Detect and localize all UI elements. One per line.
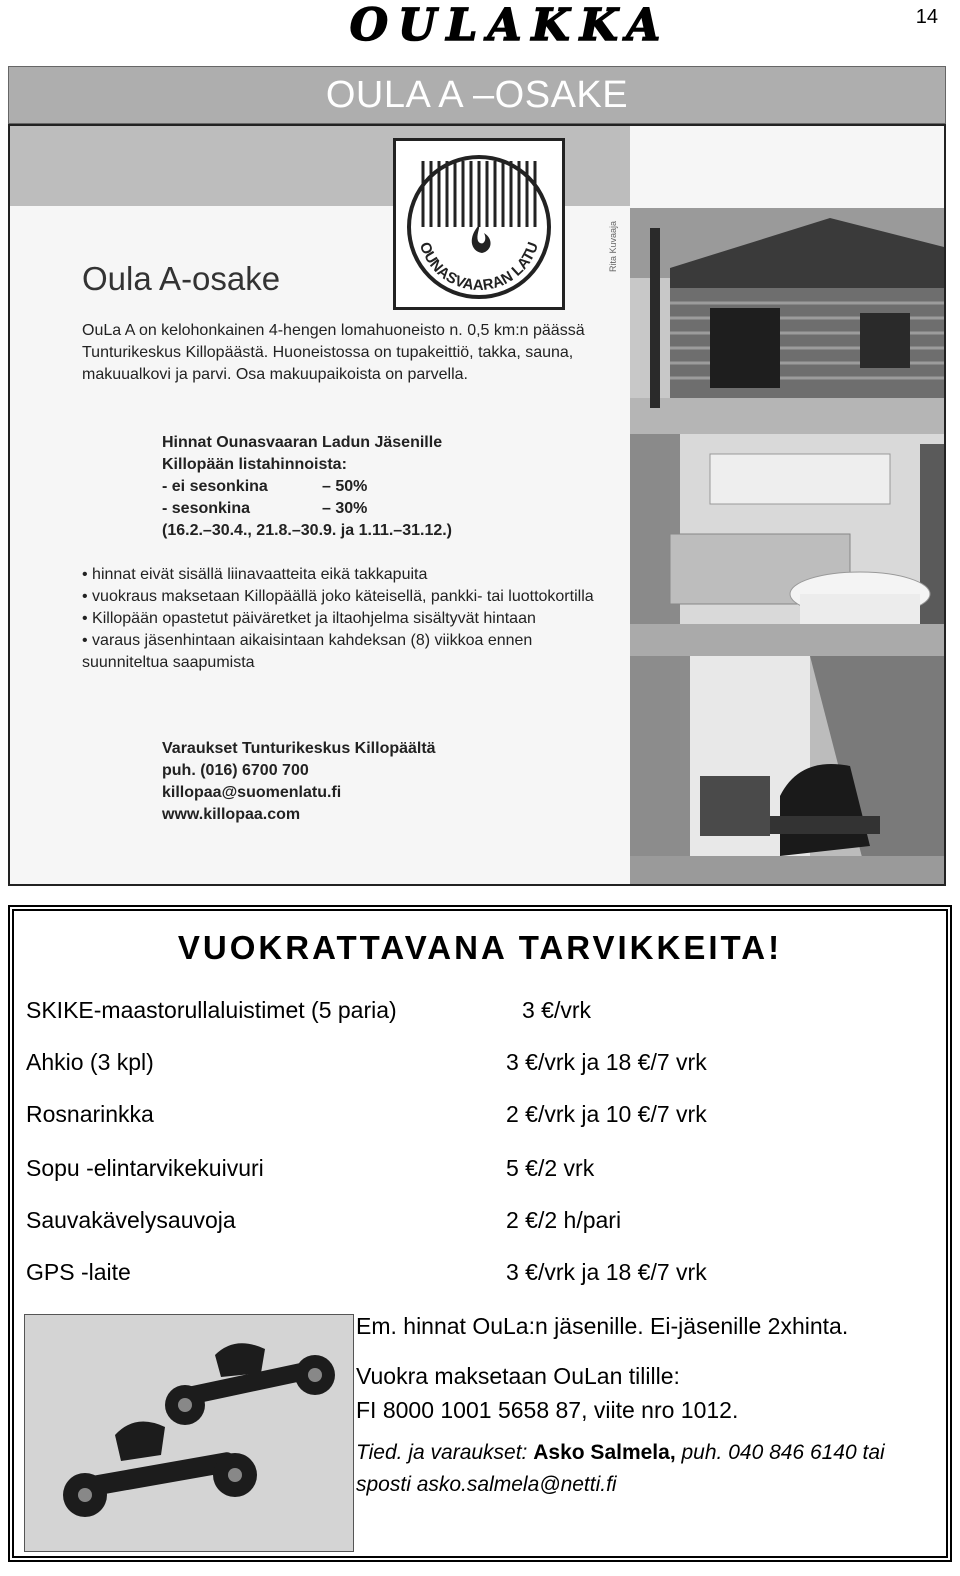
rental-item-price: 3 €/vrk ja 18 €/7 vrk — [506, 1049, 707, 1075]
rental-item-name: Ahkio (3 kpl) — [26, 1049, 154, 1075]
member-prices — [162, 432, 452, 542]
masthead-logo — [350, 0, 670, 50]
price-row-season — [162, 498, 452, 520]
fireplace-photo — [630, 656, 946, 886]
kitchen-photo — [630, 434, 946, 656]
ad-heading: Oula A-osake — [82, 260, 281, 297]
contact-line: Varaukset Tunturikeskus Killopäältä — [162, 740, 436, 757]
rental-item-price: 5 €/2 vrk — [506, 1155, 595, 1181]
ad-bullet-list — [82, 564, 622, 674]
logo-text: OUNASVAARAN LATU — [415, 239, 543, 295]
contact-line: puh. (016) 6700 700 — [162, 762, 309, 779]
rental-title: VUOKRATTAVANA TARVIKKEITA! — [177, 929, 783, 966]
booking-contact — [162, 738, 436, 826]
rental-contact — [356, 1437, 946, 1501]
contact-website: www.killopaa.com — [162, 806, 301, 823]
prices-heading-2: Killopään listahinnoista: — [162, 456, 347, 473]
contact-email: killopaa@suomenlatu.fi — [162, 784, 342, 801]
page-number: 14 — [915, 6, 938, 28]
section-title: OULA A –OSAKE — [325, 73, 629, 116]
rental-item-name: Rosnarinkka — [26, 1101, 154, 1127]
bullet-item: • vuokraus maksetaan Killopäällä joko käteisellä, pankki- tai luottokortilla — [82, 588, 594, 605]
rental-item-name: GPS -laite — [26, 1259, 131, 1285]
osake-advertisement — [8, 124, 946, 886]
rental-item-name: Sopu -elintarvikekuivuri — [26, 1155, 264, 1181]
rental-item-name: SKIKE-maastorullaluistimet (5 paria) — [26, 997, 397, 1023]
bullet-item: • hinnat eivät sisällä liinavaatteita eikä takkapuita — [82, 566, 428, 583]
price-row-off-season — [162, 476, 452, 498]
bank-account: FI 8000 1001 5658 87, viite nro 1012. — [356, 1397, 739, 1423]
bullet-item: • Killopään opastetut päiväretket ja iltaohjelma sisältyvät hintaan — [82, 610, 536, 627]
rental-item-price: 2 €/2 h/pari — [506, 1207, 622, 1233]
title-bar — [8, 66, 946, 124]
contact-name: Asko Salmela, — [533, 1441, 676, 1464]
prices-heading-1: Hinnat Ounasvaaran Ladun Jäsenille — [162, 434, 443, 451]
rental-item-price: 3 €/vrk — [522, 997, 592, 1023]
contact-phone: puh. 040 846 6140 tai — [681, 1441, 885, 1464]
price-value: – 50% — [322, 478, 368, 495]
ounasvaaran-latu-logo — [393, 138, 565, 310]
season-dates: (16.2.–30.4., 21.8.–30.9. ja 1.11.–31.12.) — [162, 522, 453, 539]
skike-skates-photo — [24, 1314, 354, 1552]
member-price-note: Em. hinnat OuLa:n jäsenille. Ei-jäsenille 2xhinta. — [356, 1313, 849, 1339]
rental-item-price: 2 €/vrk ja 10 €/7 vrk — [506, 1101, 707, 1127]
price-label: - ei sesonkina — [162, 478, 268, 495]
bullet-item: • varaus jäsenhintaan aikaisintaan kahdeksan (8) viikkoa ennen suunniteltua saapumista — [82, 632, 533, 671]
contact-email: sposti asko.salmela@netti.fi — [356, 1473, 617, 1496]
rental-section — [8, 905, 952, 1562]
rental-item-name: Sauvakävelysauvoja — [26, 1207, 236, 1233]
price-value: – 30% — [322, 500, 368, 517]
contact-prefix: Tied. ja varaukset: — [356, 1441, 528, 1464]
cabin-exterior-photo — [630, 208, 946, 434]
masthead-text: OULAKKA — [350, 0, 670, 50]
rental-item-price: 3 €/vrk ja 18 €/7 vrk — [506, 1259, 707, 1285]
payment-info: Vuokra maksetaan OuLan tilille: — [356, 1363, 680, 1389]
photo-credit: Rita Kuvaaja — [608, 220, 618, 272]
ad-intro: OuLa A on kelohonkainen 4-hengen lomahuoneisto n. 0,5 km:n päässä Tunturikeskus Killopäästä. Huoneistossa on tupakeittiö, takka, sauna, makuualkovi ja parvi. Osa makuupaikoista on parvella. — [82, 322, 585, 383]
price-label: - sesonkina — [162, 500, 251, 517]
